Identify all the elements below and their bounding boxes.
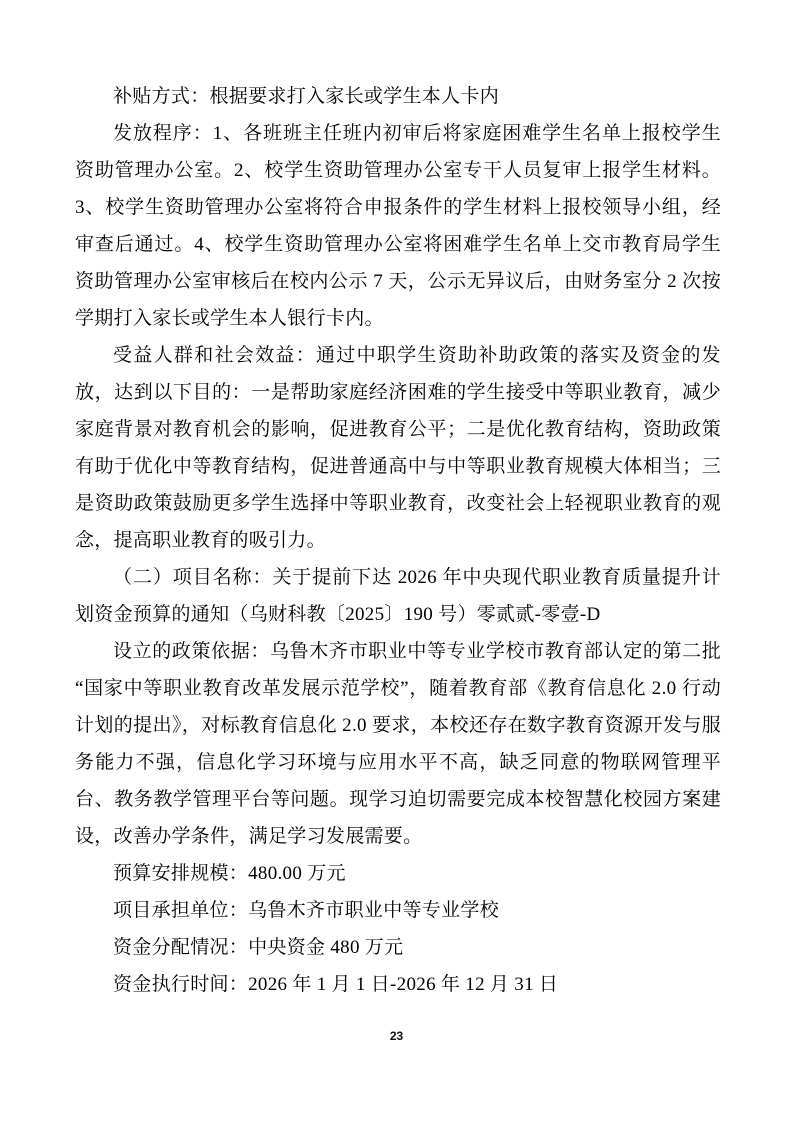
paragraph: 受益人群和社会效益：通过中职学生资助补助政策的落实及资金的发放，达到以下目的：一是帮助家庭经济困难的学生接受中等职业教育，减少家庭背景对教育机会的影响，促进教育公平；二是优化教育结构，资助政策有助于优化中等教育结构，促进普通高中与中等职业教育规模大体相当；三是资助政策鼓励更多学生选择中等职业教育，改变社会上轻视职业教育的观念，提高职业教育的吸引力。 xyxy=(75,345,721,551)
page-number: 23 xyxy=(389,1029,404,1043)
paragraph: 资金执行时间：2026 年 1 月 1 日-2026 年 12 月 31 日 xyxy=(113,974,559,995)
paragraph: 预算安排规模：480.00 万元 xyxy=(113,863,346,884)
paragraph: 资金分配情况：中央资金 480 万元 xyxy=(113,937,404,958)
paragraph: 项目承担单位：乌鲁木齐市职业中等专业学校 xyxy=(113,900,500,921)
paragraph: 设立的政策依据：乌鲁木齐市职业中等专业学校市教育部认定的第二批“国家中等职业教育改革发展示范学校”，随着教育部《教育信息化 2.0 行动计划的提出》，对标教育信息化 2.0 要求，本校还存在数字教育资源开发与服务能力不强，信息化学习环境与应用水平不高，缺乏同意的物联网管理平台、教务教学管理平台等问题。现学习迫切需要完成本校智慧化校园方案建设，改善办学条件，满足学习发展需要。 xyxy=(75,641,721,847)
paragraph: 发放程序：1、各班班主任班内初审后将家庭困难学生名单上报校学生资助管理办公室。2、校学生资助管理办公室专干人员复审上报学生材料。3、校学生资助管理办公室将符合申报条件的学生材料上报校领导小组，经审查后通过。4、校学生资助管理办公室将困难学生名单上交市教育局学生资助管理办公室审核后在校内公示 7 天，公示无异议后，由财务室分 2 次按学期打入家长或学生本人银行卡内。 xyxy=(75,123,721,329)
document-body xyxy=(75,78,721,1003)
paragraph: （二）项目名称：关于提前下达 2026 年中央现代职业教育质量提升计划资金预算的通知（乌财科教〔2025〕190 号）零贰贰-零壹-D xyxy=(75,567,721,625)
paragraph: 补贴方式：根据要求打入家长或学生本人卡内 xyxy=(113,86,500,107)
